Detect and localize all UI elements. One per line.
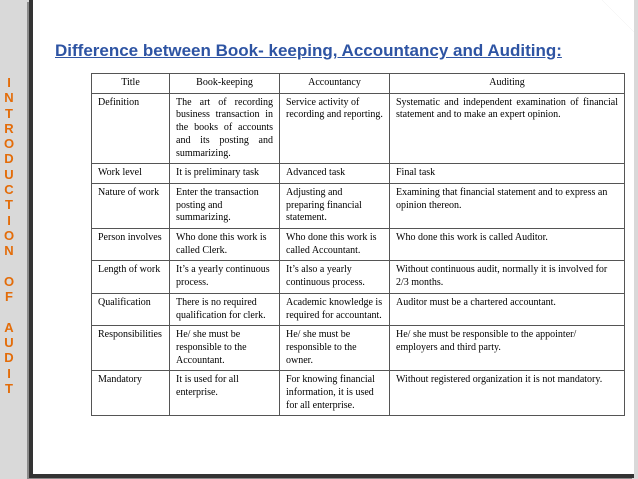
- table-cell: Adjusting and preparing financial statement.: [280, 183, 390, 228]
- side-title-letter: O: [3, 273, 15, 289]
- row-title-cell: Length of work: [92, 261, 170, 293]
- table-cell: It is preliminary task: [170, 164, 280, 184]
- side-title-letter: R: [4, 120, 14, 136]
- table-cell: Who done this work is called Auditor.: [390, 229, 625, 261]
- table-cell: Advanced task: [280, 164, 390, 184]
- table-cell: There is no required qualification for clerk.: [170, 293, 280, 325]
- table-cell: Systematic and independent examination of financial statement and to make an expert opinion.: [390, 93, 625, 164]
- table-cell: Examining that financial statement and to express an opinion thereon.: [390, 183, 625, 228]
- table-cell: Enter the transaction posting and summarizing.: [170, 183, 280, 228]
- header-accountancy: Accountancy: [280, 74, 390, 94]
- table-cell: Auditor must be a chartered accountant.: [390, 293, 625, 325]
- table-header-row: [92, 74, 625, 94]
- table-cell: Service activity of recording and reporting.: [280, 93, 390, 164]
- table-cell: Without registered organization it is not mandatory.: [390, 371, 625, 416]
- side-title-letter: O: [3, 227, 15, 243]
- side-title-letter: O: [3, 136, 15, 152]
- table-row: [92, 164, 625, 184]
- table-row: [92, 293, 625, 325]
- side-title-letter: U: [4, 166, 14, 182]
- table-row: [92, 229, 625, 261]
- table-cell: It is used for all enterprise.: [170, 371, 280, 416]
- table-row: [92, 261, 625, 293]
- table-row: [92, 93, 625, 164]
- side-title-letter: I: [7, 212, 11, 228]
- side-title-letter: F: [5, 289, 13, 305]
- row-title-cell: Responsibilities: [92, 326, 170, 371]
- table-cell: It’s a yearly continuous process.: [170, 261, 280, 293]
- page-curl-fold: [602, 0, 634, 32]
- table-cell: Without continuous audit, normally it is involved for 2/3 months.: [390, 261, 625, 293]
- side-title-letter: D: [4, 350, 14, 366]
- side-title-letter: I: [7, 365, 11, 381]
- header-book-keeping: Book-keeping: [170, 74, 280, 94]
- table-cell: He/ she must be responsible to the Accountant.: [170, 326, 280, 371]
- row-title-cell: Work level: [92, 164, 170, 184]
- side-title-letter: A: [4, 319, 14, 335]
- table-cell: It’s also a yearly continuous process.: [280, 261, 390, 293]
- side-title-letter: C: [4, 182, 14, 198]
- table-cell: He/ she must be responsible to the appointer/ employers and third party.: [390, 326, 625, 371]
- table-cell: For knowing financial information, it is used for all enterprise.: [280, 371, 390, 416]
- side-title-letter: D: [4, 151, 14, 167]
- table-cell: Who done this work is called Accountant.: [280, 229, 390, 261]
- row-title-cell: Mandatory: [92, 371, 170, 416]
- side-title-letter: N: [4, 243, 14, 259]
- side-title-letter: I: [7, 75, 11, 90]
- header-auditing: Auditing: [390, 74, 625, 94]
- side-title-letter: T: [5, 197, 13, 213]
- table-cell: The art of recording business transaction in the books of accounts and its posting and summarizing.: [170, 93, 280, 164]
- table-cell: He/ she must be responsible to the owner.: [280, 326, 390, 371]
- row-title-cell: Nature of work: [92, 183, 170, 228]
- side-title-letter: T: [5, 105, 13, 121]
- vertical-side-title: [2, 75, 16, 396]
- row-title-cell: Person involves: [92, 229, 170, 261]
- row-title-cell: Qualification: [92, 293, 170, 325]
- table-row: [92, 371, 625, 416]
- table-row: [92, 183, 625, 228]
- side-title-letter: T: [5, 380, 13, 396]
- row-title-cell: Definition: [92, 93, 170, 164]
- side-title-letter: N: [4, 90, 14, 106]
- table-cell: Academic knowledge is required for accountant.: [280, 293, 390, 325]
- side-title-letter: [2, 304, 16, 319]
- side-title-letter: [2, 259, 16, 274]
- table-cell: Who done this work is called Clerk.: [170, 229, 280, 261]
- header-title: Title: [92, 74, 170, 94]
- table-cell: Final task: [390, 164, 625, 184]
- table-row: [92, 326, 625, 371]
- comparison-table: [91, 73, 625, 416]
- page-heading: Difference between Book- keeping, Accountancy and Auditing:: [55, 41, 562, 60]
- side-title-letter: U: [4, 335, 14, 351]
